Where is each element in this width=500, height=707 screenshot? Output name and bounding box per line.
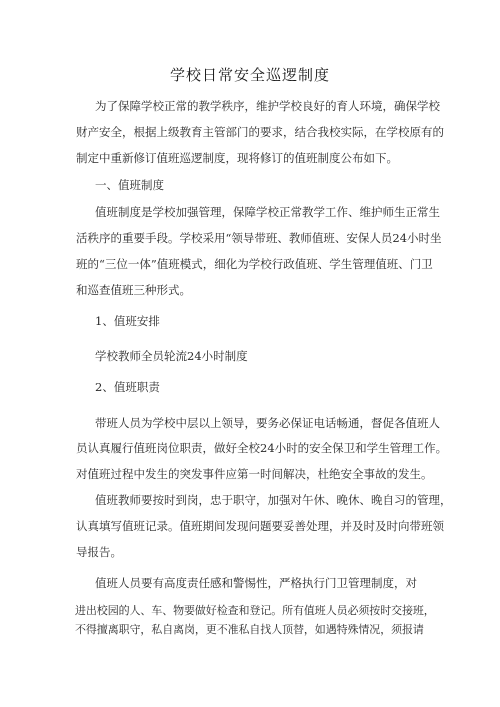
document-title: 学校日常安全巡逻制度 (169, 66, 330, 84)
body-line: 值班制度是学校加强管理，保障学校正常教学工作、维护师生正常生 (95, 205, 440, 219)
body-line: 员认真履行值班岗位职责，做好全校24小时的安全保卫和学生管理工作。 (76, 441, 448, 455)
body-line: 不得擅离职守，私自离岗，更不准私自找人顶替，如遇特殊情况，须报请 (75, 623, 424, 636)
intro-line: 制定中重新修订值班巡逻制度，现将修订的值班制度公布如下。 (76, 151, 398, 165)
body-line: 值班教师要按时到岗，忠于职守，加强对午休、晚休、晚自习的管理， (95, 493, 452, 507)
body-line: 对值班过程中发生的突发事件应第一时间解决，杜绝安全事故的发生。 (76, 467, 433, 481)
subsection-heading: 2、值班职责 (95, 380, 160, 394)
body-line: 学校教师全员轮流24小时制度 (95, 349, 248, 363)
body-line: 导报告。 (76, 545, 122, 559)
body-line: 认真填写值班记录。值班期间发现问题要妥善处理，并及时及时向带班领 (76, 519, 444, 533)
body-line: 和巡查值班三种形式。 (76, 283, 191, 297)
body-line: 带班人员为学校中层以上领导，要务必保证电话畅通，督促各值班人 (95, 416, 440, 430)
section-heading: 一、值班制度 (95, 178, 164, 192)
intro-line: 为了保障学校正常的教学秩序，维护学校良好的育人环境，确保学校 (95, 99, 440, 113)
intro-line: 财产安全，根据上级教育主管部门的要求，结合我校实际，在学校原有的 (76, 125, 444, 139)
body-line: 进出校园的人、车、物要做好检查和登记。所有值班人员必须按时交接班， (75, 604, 435, 617)
body-line: 值班人员要有高度责任感和警惕性，严格执行门卫管理制度，对 (95, 576, 417, 590)
subsection-heading: 1、值班安排 (95, 314, 160, 328)
body-line: 班的“三位一体”值班模式，细化为学校行政值班、学生管理值班、门卫 (76, 257, 433, 271)
body-line: 活秩序的重要手段。学校采用“领导带班、教师值班、安保人员24小时坐 (76, 231, 442, 245)
